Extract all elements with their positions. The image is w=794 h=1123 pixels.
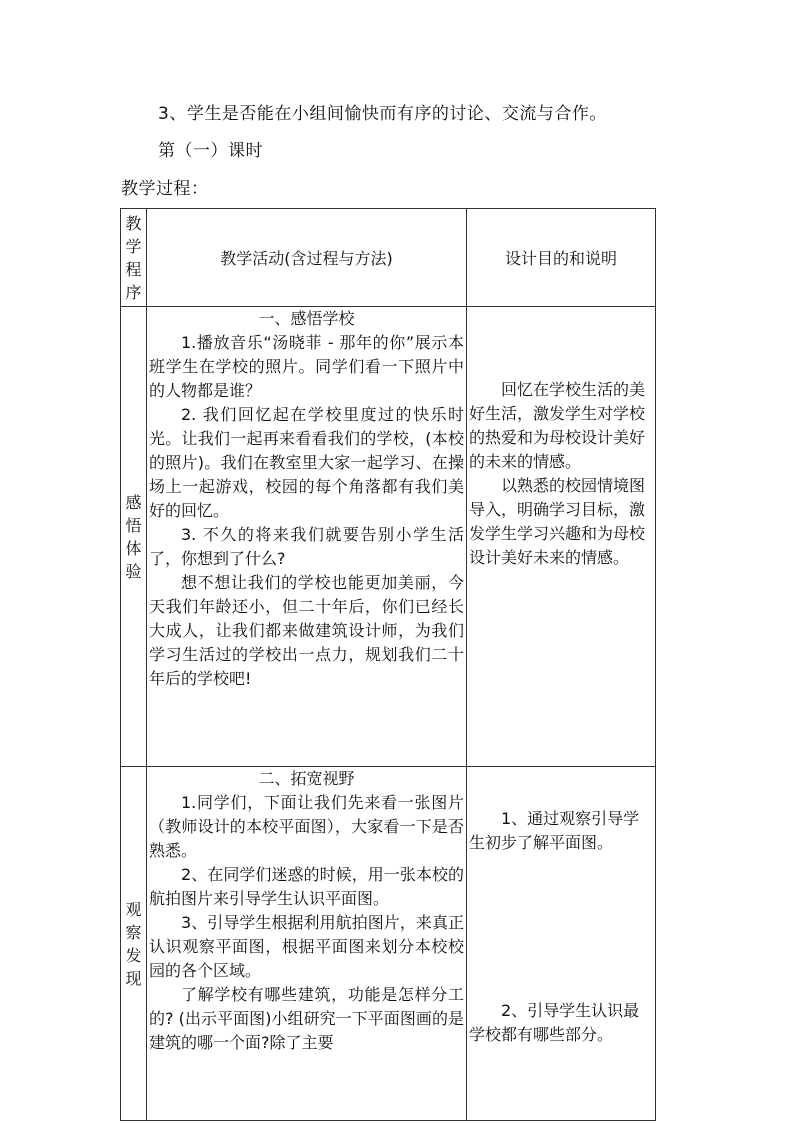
activity-cell	[147, 307, 467, 767]
activity-paragraph: 2. 我们回忆起在学校里度过的快乐时光。让我们一起再来看看我们的学校，(本校的照片)。我们在教室里大家一起学习、在操场上一起游戏，校园的每个角落都有我们美好的回忆。	[149, 405, 464, 520]
activity-paragraph: 了解学校有哪些建筑，功能是怎样分工的? (出示平面图)小组研究一下平面图画的是建筑的哪一个面?除了主要	[149, 985, 464, 1052]
stage-cell: 感悟体验	[121, 307, 147, 767]
activity-title: 一、感悟学校	[258, 309, 355, 328]
purpose-paragraph: 回忆在学校生活的美好生活，激发学生对学校的热爱和为母校设计美好的未来的情感。	[469, 380, 646, 471]
purpose-cell	[467, 307, 656, 767]
table-row	[121, 307, 656, 767]
stage-cell: 观察发现	[121, 767, 147, 1121]
lesson-plan-table	[120, 208, 656, 1121]
activity-cell	[147, 767, 467, 1121]
purpose-paragraph: 2、引导学生认识最学校都有哪些部分。	[469, 1001, 640, 1044]
header-stage: 教学程序	[121, 209, 147, 307]
table-header-row	[121, 209, 656, 307]
teaching-process-label: 教学过程：	[121, 179, 209, 199]
activity-paragraph: 想不想让我们的学校也能更加美丽，今天我们年龄还小，但二十年后，你们已经长大成人，让我们都来做建筑设计师，为我们学习生活过的学校出一点力，规划我们二十年后的学校吧!	[149, 573, 464, 688]
activity-paragraph: 3、引导学生根据利用航拍图片，来真正认识观察平面图，根据平面图来划分本校校园的各个区域。	[149, 913, 464, 980]
activity-paragraph: 2、在同学们迷惑的时候，用一张本校的航拍图片来引导学生认识平面图。	[149, 865, 464, 908]
header-purpose: 设计目的和说明	[467, 209, 656, 307]
lesson-title: 第（一）课时	[158, 141, 263, 161]
table-row	[121, 767, 656, 1121]
activity-paragraph: 1.同学们，下面让我们先来看一张图片（教师设计的本校平面图），大家看一下是否熟悉。	[149, 793, 464, 860]
header-activity: 教学活动(含过程与方法)	[147, 209, 467, 307]
purpose-paragraph: 1、通过观察引导学生初步了解平面图。	[469, 809, 640, 852]
purpose-spacer	[469, 855, 653, 999]
activity-title: 二、拓宽视野	[258, 769, 355, 788]
purpose-cell	[467, 767, 656, 1121]
purpose-paragraph: 以熟悉的校园情境图导入，明确学习目标，激发学生学习兴趣和为母校设计美好未来的情感。	[469, 476, 646, 567]
activity-paragraph: 3. 不久的将来我们就要告别小学生活了，你想到了什么?	[149, 525, 464, 568]
intro-point-3: 3、学生是否能在小组间愉快而有序的讨论、交流与合作。	[158, 104, 607, 124]
activity-paragraph: 1.播放音乐“汤晓菲 - 那年的你”展示本班学生在学校的照片。同学们看一下照片中的人物都是谁？	[149, 333, 464, 400]
